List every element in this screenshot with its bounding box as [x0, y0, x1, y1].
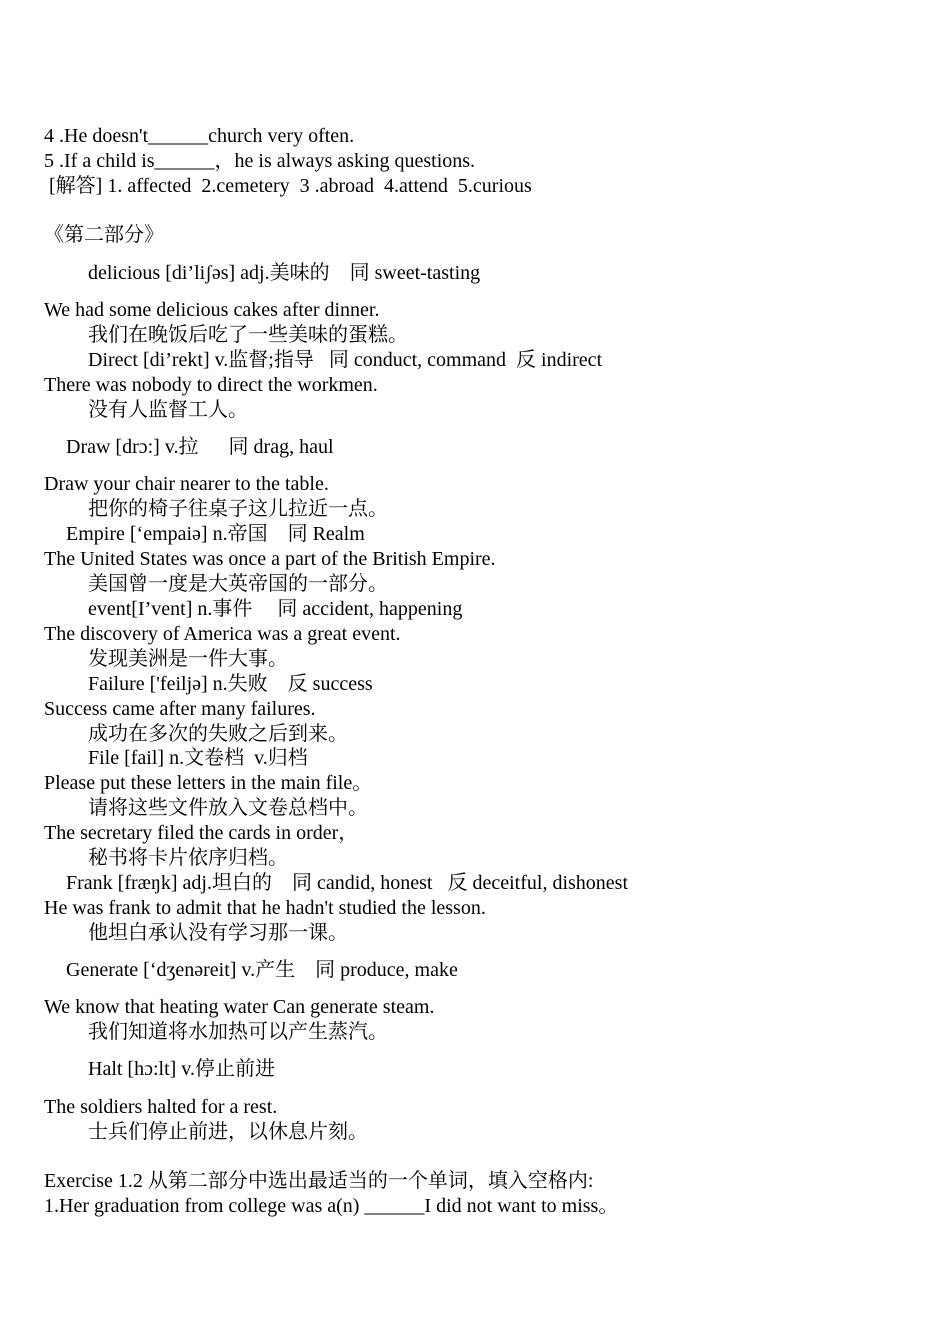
vocab-entry-empire: Empire [‘empaiə] n.帝国 同 Realm: [66, 523, 365, 545]
example-sentence: The United States was once a part of the British Empire.: [44, 548, 496, 570]
exercise-heading: Exercise 1.2 从第二部分中选出最适当的一个单词，填入空格内:: [44, 1170, 594, 1192]
exercise-item-1: 1.Her graduation from college was a(n) ______I did not want to miss。: [44, 1195, 619, 1217]
example-sentence: We had some delicious cakes after dinner.: [44, 299, 380, 321]
vocab-entry-failure: Failure ['feiljə] n.失败 反 success: [88, 673, 373, 695]
vocab-entry-delicious: delicious [di’liʃəs] adj.美味的 同 sweet-tasting: [88, 262, 481, 284]
example-sentence: Draw your chair nearer to the table.: [44, 473, 329, 495]
example-translation: 没有人监督工人。: [88, 399, 248, 421]
example-sentence: We know that heating water Can generate steam.: [44, 996, 435, 1018]
vocab-entry-halt: Halt [hɔ:lt] v.停止前进: [88, 1058, 276, 1080]
example-sentence: The discovery of America was a great event.: [44, 623, 401, 645]
example-sentence: There was nobody to direct the workmen.: [44, 374, 378, 396]
example-sentence: He was frank to admit that he hadn't studied the lesson.: [44, 897, 486, 919]
example-translation: 我们知道将水加热可以产生蒸汽。: [88, 1021, 388, 1043]
example-sentence: The soldiers halted for a rest.: [44, 1096, 278, 1118]
example-sentence: Success came after many failures.: [44, 698, 316, 720]
answer-key: [解答] 1. affected 2.cemetery 3 .abroad 4.attend 5.curious: [44, 175, 532, 197]
example-translation: 把你的椅子往桌子这儿拉近一点。: [88, 498, 388, 520]
example-sentence: Please put these letters in the main file。: [44, 772, 373, 794]
vocab-entry-event: event[I’vent] n.事件 同 accident, happening: [88, 598, 463, 620]
example-translation: 请将这些文件放入文卷总档中。: [88, 797, 368, 819]
exercise-item-4: 4 .He doesn't______church very often.: [44, 125, 355, 147]
vocab-entry-direct: Direct [di’rekt] v.监督;指导 同 conduct, command 反 indirect: [88, 349, 603, 371]
vocab-entry-frank: Frank [fræŋk] adj.坦白的 同 candid, honest 反 deceitful, dishonest: [66, 872, 629, 894]
vocab-entry-file: File [fail] n.文卷档 v.归档: [88, 747, 308, 769]
exercise-item-5: 5 .If a child is______，he is always asking questions.: [44, 150, 476, 172]
vocab-entry-draw: Draw [drɔ:] v.拉 同 drag, haul: [66, 436, 334, 458]
example-sentence: The secretary filed the cards in order，: [44, 822, 359, 844]
section-heading: 《第二部分》: [44, 224, 164, 246]
example-translation: 秘书将卡片依序归档。: [88, 847, 288, 869]
example-translation: 成功在多次的失败之后到来。: [88, 723, 348, 745]
example-translation: 他坦白承认没有学习那一课。: [88, 922, 348, 944]
example-translation: 我们在晚饭后吃了一些美味的蛋糕。: [88, 324, 408, 346]
example-translation: 美国曾一度是大英帝国的一部分。: [88, 573, 388, 595]
example-translation: 发现美洲是一件大事。: [88, 648, 288, 670]
example-translation: 士兵们停止前进，以休息片刻。: [88, 1121, 368, 1143]
vocab-entry-generate: Generate [‘dʒenəreit] v.产生 同 produce, make: [66, 959, 458, 981]
